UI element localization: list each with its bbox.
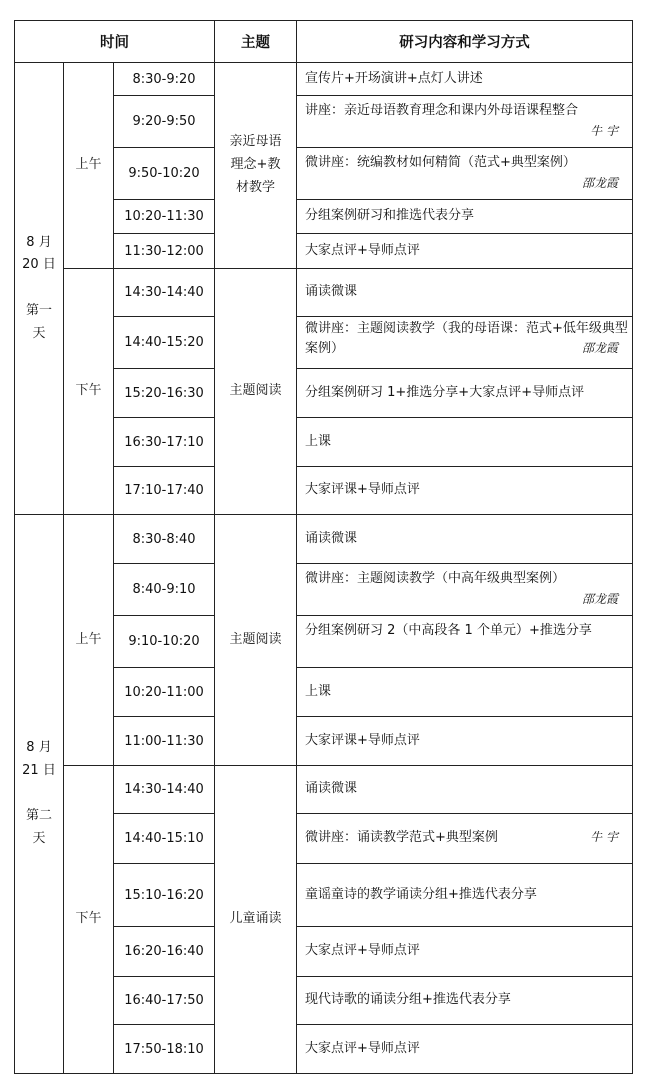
day2-label: 第二 [25,808,52,824]
table-row [15,63,633,96]
time-cell: 14:30-14:40 [114,269,215,317]
speaker-signature: 牛 宇 [590,124,618,139]
content-cell: 分组案例研习和推选代表分享 [297,200,633,234]
content-cell: 童谣童诗的教学诵读分组+推选代表分享 [297,864,633,927]
content-cell: 上课 [297,418,633,467]
content-text: 微讲座：诵读教学范式+典型案例 [305,830,498,846]
day2-date-cell [15,515,64,1074]
day1-date-day: 20 日 [22,257,56,273]
speaker-signature: 邵龙霞 [581,341,618,356]
content-cell: 诵读微课 [297,766,633,814]
content-cell: 现代诗歌的诵读分组+推选代表分享 [297,977,633,1025]
content-text: 微讲座：主题阅读教学（我的母语课：范式+低年级典型案例） [305,321,628,357]
content-cell [297,564,633,616]
speaker-signature: 邵龙霞 [581,592,618,607]
content-cell: 上课 [297,668,633,717]
time-cell: 8:30-8:40 [114,515,215,564]
time-cell: 16:20-16:40 [114,927,215,977]
content-cell [297,96,633,148]
day1-label-end: 天 [32,325,46,341]
table-row [15,766,633,814]
content-cell [297,317,633,369]
content-cell: 大家点评+导师点评 [297,234,633,269]
content-cell: 分组案例研习 1+推选分享+大家点评+导师点评 [297,369,633,418]
time-cell: 17:10-17:40 [114,467,215,515]
time-cell: 10:20-11:30 [114,200,215,234]
time-cell: 16:30-17:10 [114,418,215,467]
content-cell [297,814,633,864]
time-cell: 17:50-18:10 [114,1025,215,1074]
header-time: 时间 [15,21,215,63]
time-cell: 11:00-11:30 [114,717,215,766]
day2-date-day: 21 日 [22,762,56,778]
time-cell: 8:40-9:10 [114,564,215,616]
day1-am-theme: 亲近母语理念+教材教学 [215,63,297,269]
time-cell: 15:10-16:20 [114,864,215,927]
time-cell: 8:30-9:20 [114,63,215,96]
day1-date-cell [15,63,64,515]
day1-pm-theme: 主题阅读 [215,269,297,515]
day1-am-label: 上午 [64,63,114,269]
schedule-table [14,20,633,1074]
content-cell: 大家评课+导师点评 [297,467,633,515]
content-text: 微讲座：主题阅读教学（中高年级典型案例） [305,571,566,586]
content-cell: 分组案例研习 2（中高段各 1 个单元）+推选分享 [297,616,633,668]
time-cell: 14:30-14:40 [114,766,215,814]
time-cell: 9:10-10:20 [114,616,215,668]
day2-am-label: 上午 [64,515,114,766]
header-content: 研习内容和学习方式 [297,21,633,63]
time-cell: 14:40-15:10 [114,814,215,864]
content-text: 讲座：亲近母语教育理念和课内外母语课程整合 [305,103,579,118]
day2-date-month: 8 月 [26,740,52,756]
content-cell: 大家点评+导师点评 [297,927,633,977]
header-theme: 主题 [215,21,297,63]
day2-label-end: 天 [32,831,46,847]
header-row [15,21,633,63]
content-cell: 诵读微课 [297,269,633,317]
table-row [15,269,633,317]
day1-date-month: 8 月 [26,234,52,250]
content-cell [297,148,633,200]
time-cell: 15:20-16:30 [114,369,215,418]
time-cell: 9:50-10:20 [114,148,215,200]
time-cell: 16:40-17:50 [114,977,215,1025]
content-cell: 诵读微课 [297,515,633,564]
time-cell: 9:20-9:50 [114,96,215,148]
day2-am-theme: 主题阅读 [215,515,297,766]
time-cell: 14:40-15:20 [114,317,215,369]
time-cell: 10:20-11:00 [114,668,215,717]
day1-label: 第一 [25,302,52,318]
content-cell: 宣传片+开场演讲+点灯人讲述 [297,63,633,96]
table-row [15,515,633,564]
time-cell: 11:30-12:00 [114,234,215,269]
day2-pm-theme: 儿童诵读 [215,766,297,1074]
day2-pm-label: 下午 [64,766,114,1074]
content-cell: 大家点评+导师点评 [297,1025,633,1074]
day1-pm-label: 下午 [64,269,114,515]
content-text: 微讲座：统编教材如何精简（范式+典型案例） [305,155,576,170]
content-cell: 大家评课+导师点评 [297,717,633,766]
speaker-signature: 邵龙霞 [581,176,618,191]
speaker-signature: 牛 宇 [590,830,618,845]
